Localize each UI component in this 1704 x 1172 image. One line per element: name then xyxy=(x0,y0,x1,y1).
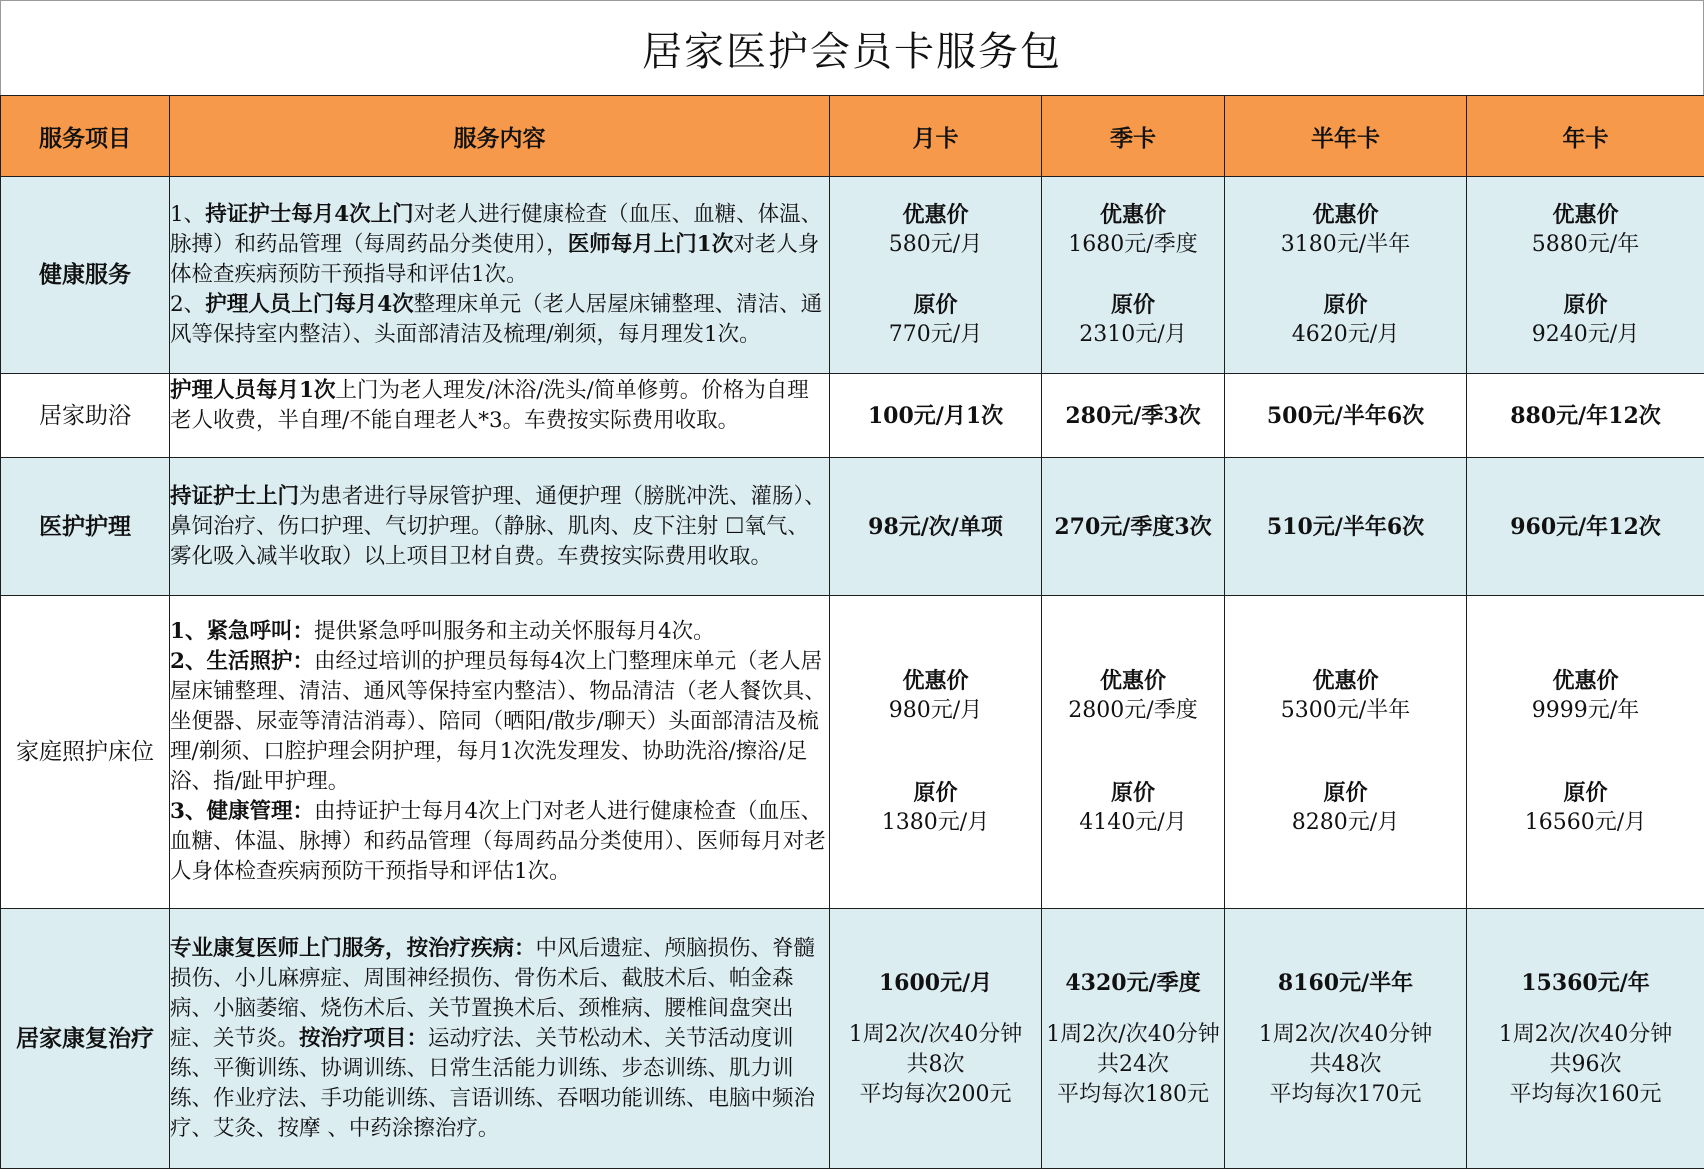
price-nursing-halfyear: 510元/半年6次 xyxy=(1225,458,1467,596)
price-bath-season: 280元/季3次 xyxy=(1042,374,1225,458)
row-health-service xyxy=(1,177,1704,374)
price-family-season: 优惠价 2800元/季度 原价 4140元/月 xyxy=(1042,596,1225,909)
item-home-bathing: 居家助浴 xyxy=(1,374,170,458)
content-medical-nursing: 持证护士上门为患者进行导尿管护理、通便护理（膀胱冲洗、灌肠）、鼻饲治疗、伤口护理、气切护理。（静脉、肌肉、皮下注射 ☐氧气、雾化吸入减半收取）以上项目卫材自费。车费按实际费用收取。 xyxy=(170,458,830,596)
price-health-year: 优惠价 5880元/年 原价 9240元/月 xyxy=(1467,177,1704,374)
item-health-service: 健康服务 xyxy=(1,177,170,374)
row-medical-nursing xyxy=(1,458,1704,596)
price-health-halfyear: 优惠价 3180元/半年 原价 4620元/月 xyxy=(1225,177,1467,374)
header-row xyxy=(1,96,1704,177)
item-family-care-bed: 家庭照护床位 xyxy=(1,596,170,909)
price-rehab-month: 1600元/月 1周2次/次40分钟 共8次 平均每次200元 xyxy=(830,909,1042,1169)
page-title: 居家医护会员卡服务包 xyxy=(0,0,1704,96)
price-health-month: 优惠价 580元/月 原价 770元/月 xyxy=(830,177,1042,374)
header-halfyear-card: 半年卡 xyxy=(1225,96,1467,177)
price-family-year: 优惠价 9999元/年 原价 16560元/月 xyxy=(1467,596,1704,909)
price-family-halfyear: 优惠价 5300元/半年 原价 8280元/月 xyxy=(1225,596,1467,909)
price-bath-year: 880元/年12次 xyxy=(1467,374,1704,458)
header-season-card: 季卡 xyxy=(1042,96,1225,177)
price-health-season: 优惠价 1680元/季度 原价 2310元/月 xyxy=(1042,177,1225,374)
content-health-service: 1、持证护士每月4次上门对老人进行健康检查（血压、血糖、体温、脉搏）和药品管理（每周药品分类使用），医师每月上门1次对老人身体检查疾病预防干预指导和评估1次。 2、护理人员上门每月4次整理床单元（老人居屋床铺整理、清洁、通风等保持室内整洁）、头面部清洁及梳理/剃须，每月理发1次。 xyxy=(170,177,830,374)
service-table xyxy=(0,95,1704,1169)
row-home-rehab xyxy=(1,909,1704,1169)
row-home-bathing xyxy=(1,374,1704,458)
price-bath-month: 100元/月1次 xyxy=(830,374,1042,458)
price-rehab-year: 15360元/年 1周2次/次40分钟 共96次 平均每次160元 xyxy=(1467,909,1704,1169)
price-nursing-year: 960元/年12次 xyxy=(1467,458,1704,596)
header-year-card: 年卡 xyxy=(1467,96,1704,177)
price-nursing-month: 98元/次/单项 xyxy=(830,458,1042,596)
price-rehab-halfyear: 8160元/半年 1周2次/次40分钟 共48次 平均每次170元 xyxy=(1225,909,1467,1169)
header-month-card: 月卡 xyxy=(830,96,1042,177)
content-home-rehab: 专业康复医师上门服务，按治疗疾病：中风后遗症、颅脑损伤、脊髓损伤、小儿麻痹症、周围神经损伤、骨伤术后、截肢术后、帕金森病、小脑萎缩、烧伤术后、关节置换术后、颈椎病、腰椎间盘突出症、关节炎。按治疗项目：运动疗法、关节松动术、关节活动度训练、平衡训练、协调训练、日常生活能力训练、步态训练、肌力训练、作业疗法、手功能训练、言语训练、吞咽功能训练、电脑中频治疗、艾灸、按摩 、中药涂擦治疗。 xyxy=(170,909,830,1169)
content-family-care-bed: 1、紧急呼叫：提供紧急呼叫服务和主动关怀服每月4次。 2、生活照护：由经过培训的护理员每每4次上门整理床单元（老人居屋床铺整理、清洁、通风等保持室内整洁）、物品清洁（老人餐饮具、坐便器、尿壶等清洁消毒）、陪同（晒阳/散步/聊天）头面部清洁及梳理/剃须、口腔护理会阴护理，每月1次洗发理发、协助洗浴/擦浴/足浴、指/趾甲护理。 3、健康管理：由持证护士每月4次上门对老人进行健康检查（血压、血糖、体温、脉搏）和药品管理（每周药品分类使用）、医师每月对老人身体检查疾病预防干预指导和评估1次。 xyxy=(170,596,830,909)
item-home-rehab: 居家康复治疗 xyxy=(1,909,170,1169)
item-medical-nursing: 医护护理 xyxy=(1,458,170,596)
price-family-month: 优惠价 980元/月 原价 1380元/月 xyxy=(830,596,1042,909)
row-family-care-bed xyxy=(1,596,1704,909)
price-bath-halfyear: 500元/半年6次 xyxy=(1225,374,1467,458)
header-service-content: 服务内容 xyxy=(170,96,830,177)
header-service-item: 服务项目 xyxy=(1,96,170,177)
price-rehab-season: 4320元/季度 1周2次/次40分钟 共24次 平均每次180元 xyxy=(1042,909,1225,1169)
content-home-bathing: 护理人员每月1次上门为老人理发/沐浴/洗头/简单修剪。价格为自理老人收费，半自理/不能自理老人*3。车费按实际费用收取。 xyxy=(170,374,830,458)
price-nursing-season: 270元/季度3次 xyxy=(1042,458,1225,596)
